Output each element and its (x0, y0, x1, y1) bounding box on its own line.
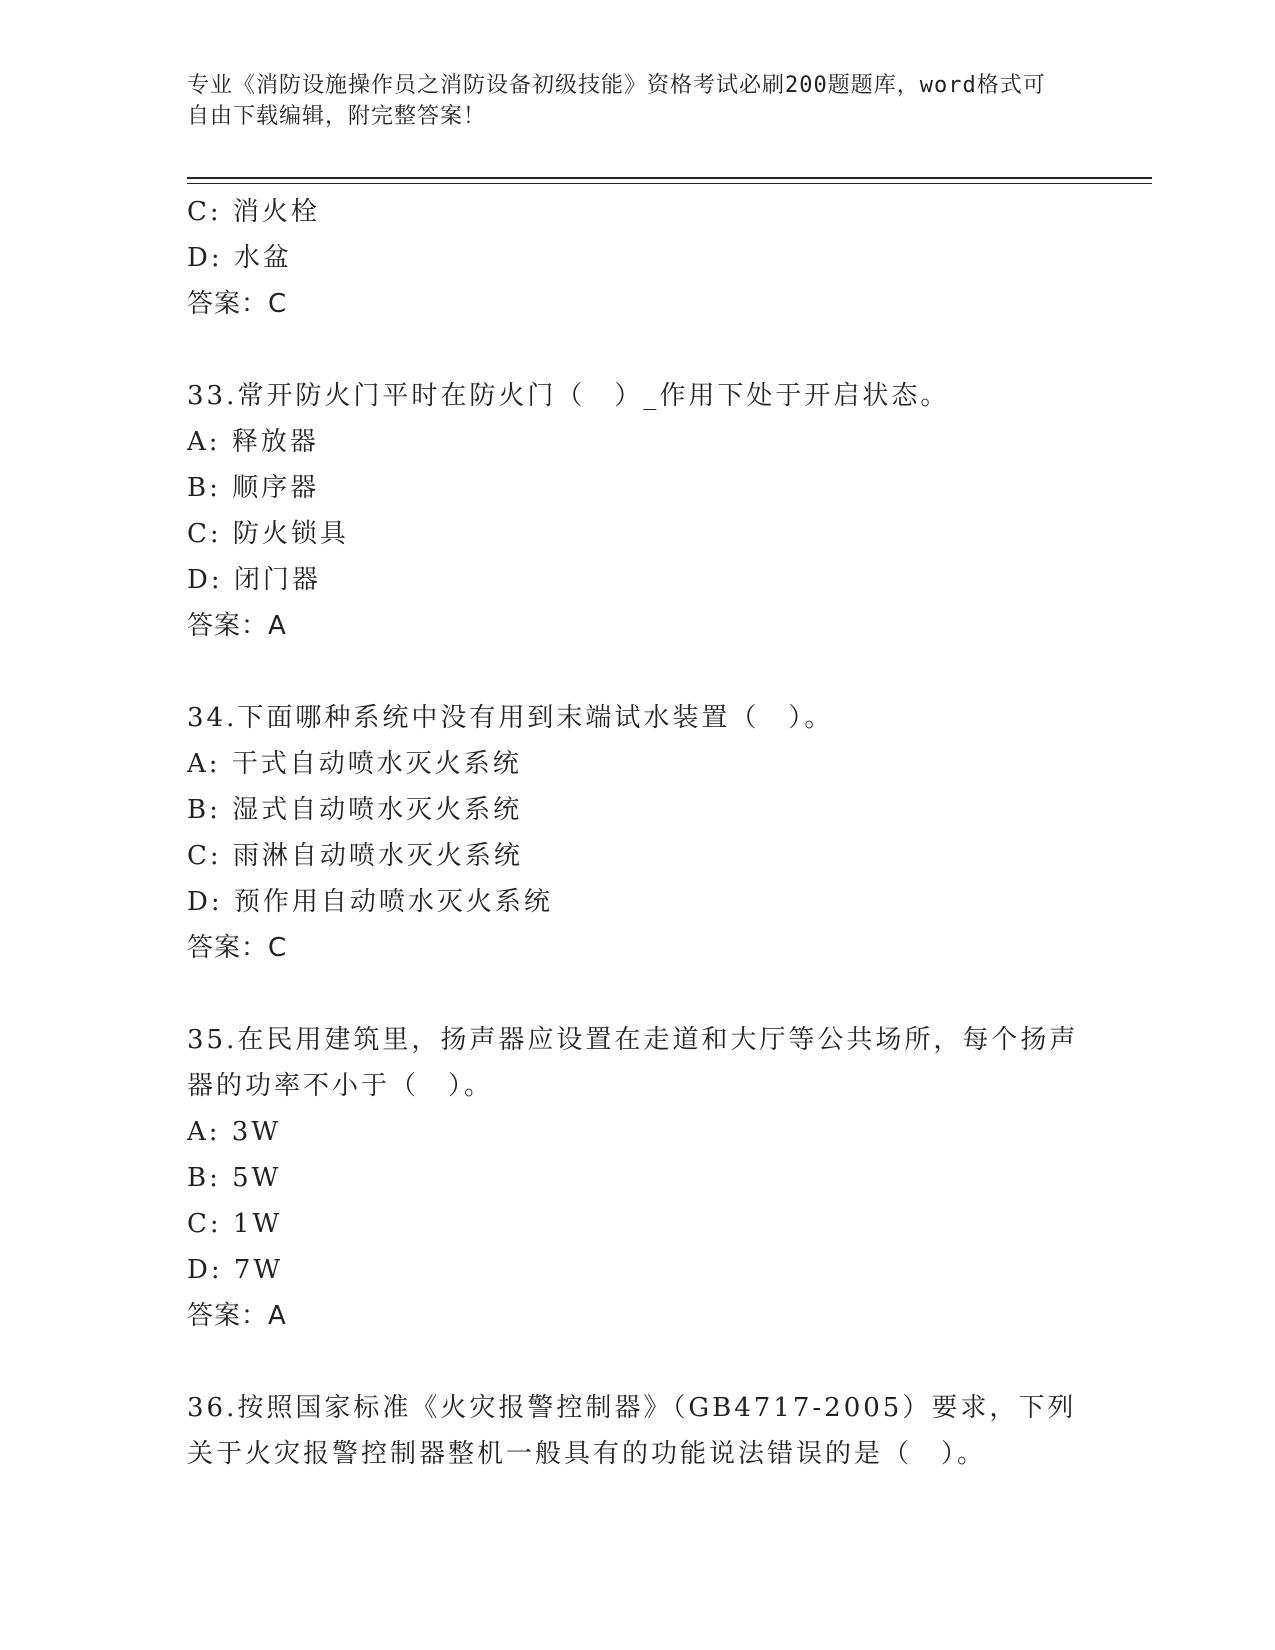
question-33 (187, 373, 1087, 649)
option-b: B: 5W (187, 1163, 282, 1193)
option-d: D: 7W (187, 1255, 284, 1285)
option-d: D: 预作用自动喷水灭火系统 (187, 887, 553, 917)
question-34 (187, 695, 1087, 971)
document-header: 专业《消防设施操作员之消防设备初级技能》资格考试必刷200题题库，word格式可自由下载编辑，附完整答案！ (187, 73, 1046, 129)
option-c: C: 防火锁具 (187, 519, 349, 549)
question-35 (187, 1017, 1087, 1339)
spacer (187, 1339, 1087, 1385)
answer-line: 答案：C (187, 289, 288, 319)
spacer (187, 971, 1087, 1017)
option-a: A: 干式自动喷水灭火系统 (187, 749, 522, 779)
answer-line: 答案：A (187, 1301, 287, 1331)
question-36 (187, 1385, 1087, 1477)
option-a: A: 3W (187, 1117, 282, 1147)
option-c: C: 消火栓 (187, 197, 320, 227)
spacer (187, 649, 1087, 695)
previous-question-tail (187, 189, 1087, 327)
question-stem: 34.下面哪种系统中没有用到末端试水装置（ ）。 (187, 703, 834, 733)
option-c: C: 雨淋自动喷水灭火系统 (187, 841, 523, 871)
header-divider-thick (187, 177, 1152, 179)
answer-line: 答案：A (187, 611, 287, 641)
option-b: B: 顺序器 (187, 473, 320, 503)
answer-line: 答案：C (187, 933, 288, 963)
header-divider-thin (187, 183, 1152, 184)
option-c: C: 1W (187, 1209, 283, 1239)
option-a: A: 释放器 (187, 427, 319, 457)
option-d: D: 水盆 (187, 243, 292, 273)
question-stem: 35.在民用建筑里，扬声器应设置在走道和大厅等公共场所，每个扬声器的功率不小于（ ）。 (187, 1025, 1079, 1101)
question-list (187, 189, 1087, 1477)
spacer (187, 327, 1087, 373)
question-stem: 33.常开防火门平时在防火门（ ）_作用下处于开启状态。 (187, 381, 950, 411)
question-stem: 36.按照国家标准《火灾报警控制器》（GB4717-2005）要求，下列关于火灾报警控制器整机一般具有的功能说法错误的是（ ）。 (187, 1393, 1077, 1469)
option-d: D: 闭门器 (187, 565, 321, 595)
option-b: B: 湿式自动喷水灭火系统 (187, 795, 523, 825)
